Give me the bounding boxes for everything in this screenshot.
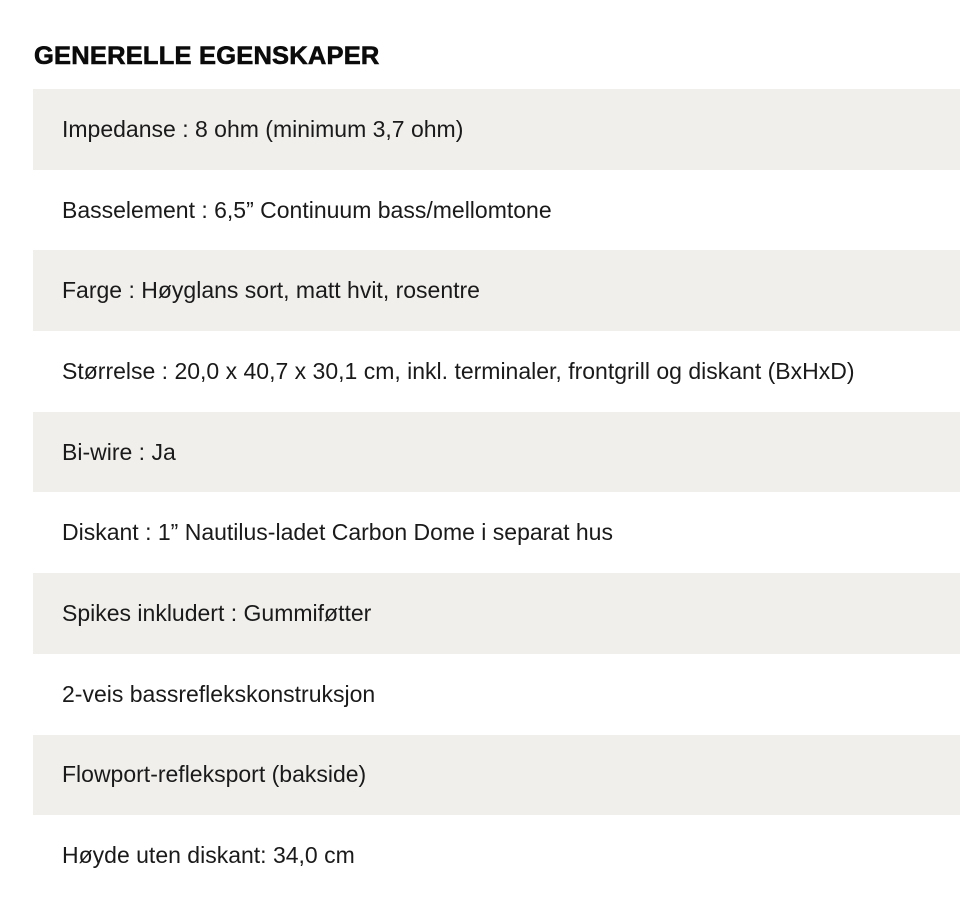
spec-item-construction: 2-veis bassreflekskonstruksjon: [33, 654, 960, 735]
spec-item-bass-driver: Basselement : 6,5” Continuum bass/mellomtone: [33, 170, 960, 251]
spec-item-height: Høyde uten diskant: 34,0 cm: [33, 815, 960, 896]
spec-item-spikes: Spikes inkludert : Gummiføtter: [33, 573, 960, 654]
spec-item-size: Størrelse : 20,0 x 40,7 x 30,1 cm, inkl. terminaler, frontgrill og diskant (BxHxD): [33, 331, 960, 412]
spec-item-color: Farge : Høyglans sort, matt hvit, rosentre: [33, 250, 960, 331]
spec-item-bi-wire: Bi-wire : Ja: [33, 412, 960, 493]
section-title: GENERELLE EGENSKAPER: [34, 42, 380, 70]
spec-list: [33, 89, 960, 896]
spec-item-impedance: Impedanse : 8 ohm (minimum 3,7 ohm): [33, 89, 960, 170]
spec-item-port: Flowport-refleksport (bakside): [33, 735, 960, 816]
spec-item-tweeter: Diskant : 1” Nautilus-ladet Carbon Dome i separat hus: [33, 492, 960, 573]
